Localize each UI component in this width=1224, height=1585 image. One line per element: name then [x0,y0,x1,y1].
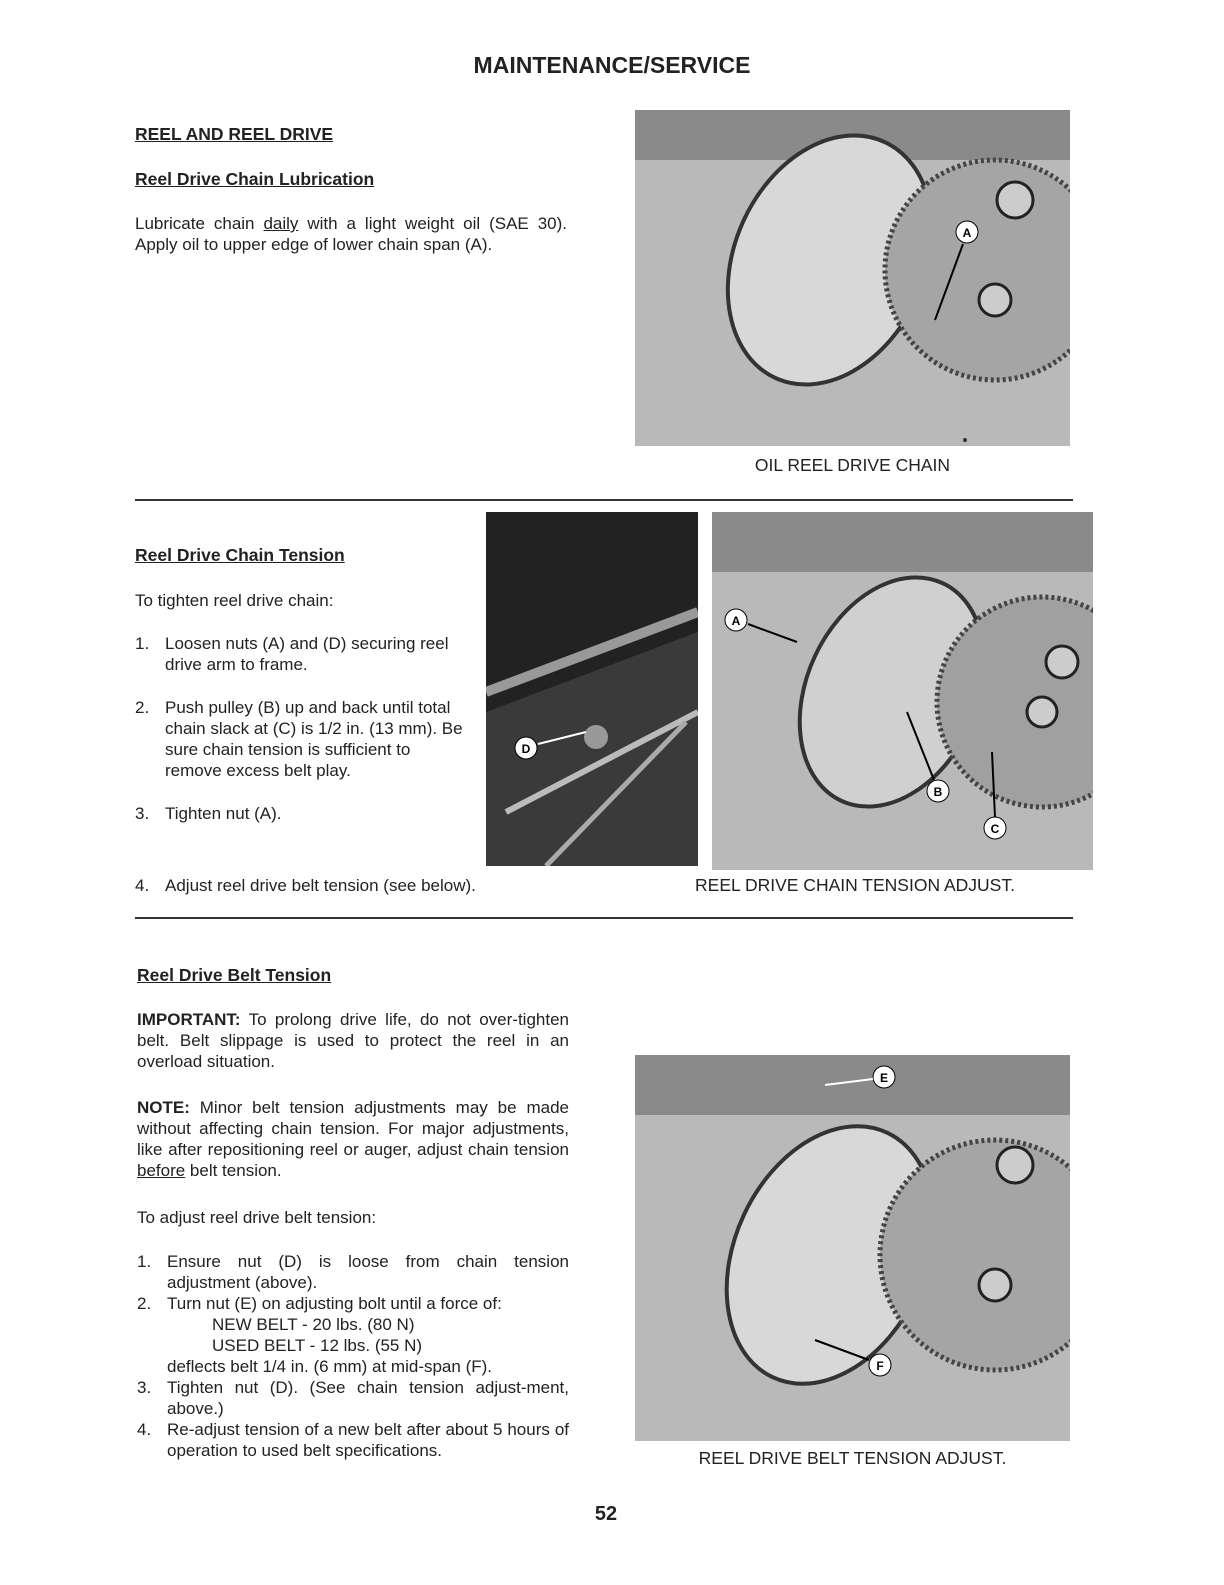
photo-caption: REEL DRIVE CHAIN TENSION ADJUST. [695,875,1015,895]
belt-tension-steps [137,1251,569,1461]
important-label: IMPORTANT: [137,1010,241,1029]
step-text: deflects belt 1/4 in. (6 mm) at mid-span (F). [167,1357,492,1376]
step-number: 4. [135,876,150,895]
text: Lubricate chain [135,214,264,233]
step-number: 1. [135,634,150,653]
used-belt-spec: USED BELT - 12 lbs. (55 N) [212,1336,423,1355]
callout-label: C [990,822,1000,836]
subheading-chain-tension: Reel Drive Chain Tension [135,545,345,565]
photo-caption: OIL REEL DRIVE CHAIN [754,455,951,475]
subheading-belt-tension: Reel Drive Belt Tension [137,965,332,985]
step-number: 3. [137,1378,152,1397]
step-number: 2. [135,698,150,717]
list-item [137,1377,569,1419]
emphasis-text: before [137,1161,186,1180]
section-heading: REEL AND REEL DRIVE [135,124,334,144]
step-number: 2. [137,1294,152,1313]
callout-label: D [521,742,531,756]
list-item [137,1419,569,1461]
list-item [135,633,470,675]
photo-oil-reel-drive-chain [635,110,1070,446]
belt-tension-intro: To adjust reel drive belt tension: [137,1208,377,1227]
photo-drive-arm-nut [486,512,698,866]
text: Minor belt tension adjustments may be made without affecting chain tension. For major adjustments, like after repositioning reel or auger, adjust chain tension [137,1098,569,1159]
note [137,1097,569,1181]
step-text: Re-adjust tension of a new belt after about 5 hours of operation to used belt specifications. [167,1420,569,1460]
new-belt-spec: NEW BELT - 20 lbs. (80 N) [212,1315,415,1334]
step-number: 3. [135,804,150,823]
step-number: 1. [137,1252,152,1271]
callout-label: A [962,226,972,240]
subheading-lubrication: Reel Drive Chain Lubrication [135,169,375,189]
text: belt tension. [185,1161,282,1180]
callout-label: E [879,1071,889,1085]
callout-label: F [876,1359,884,1373]
photo-caption: REEL DRIVE BELT TENSION ADJUST. [698,1448,1007,1468]
list-item [135,803,470,824]
step-text: Adjust reel drive belt tension (see below). [165,876,476,895]
lubrication-text [135,213,567,255]
photo-chain-tension-adjust [712,512,1093,870]
page-title: MAINTENANCE/SERVICE [473,52,751,78]
callout-label: B [933,785,943,799]
chain-tension-steps [135,633,470,824]
list-item [135,697,470,781]
emphasis-text: daily [263,214,299,233]
note-label: NOTE: [137,1098,190,1117]
step-number: 4. [137,1420,152,1439]
step-text: Loosen nuts (A) and (D) securing reel drive arm to frame. [165,634,449,674]
step-content [167,1293,502,1377]
photo-belt-tension-adjust [635,1055,1070,1441]
divider [135,499,1073,501]
callout-label: A [731,614,741,628]
step-text: Tighten nut (D). (See chain tension adjust-ment, above.) [167,1378,569,1418]
chain-tension-intro: To tighten reel drive chain: [135,591,334,610]
text: To prolong drive life, do not over-tighten belt. Belt slippage is used to protect the reel in an overload situation. [137,1010,569,1071]
divider [135,917,1073,919]
step-text: Turn nut (E) on adjusting bolt until a force of: [167,1294,502,1313]
step-text: Tighten nut (A). [165,804,282,823]
list-item [135,875,585,896]
important-note [137,1009,569,1072]
page-number: 52 [594,1503,618,1525]
step-text: Ensure nut (D) is loose from chain tension adjustment (above). [167,1252,569,1292]
list-item [137,1251,569,1293]
list-item [137,1293,569,1377]
text: with a light weight oil (SAE 30). Apply oil to upper edge of lower chain span (A). [135,214,567,254]
step-text: Push pulley (B) up and back until total chain slack at (C) is 1/2 in. (13 mm). Be sure chain tension is sufficient to remove excess belt play. [165,698,463,780]
